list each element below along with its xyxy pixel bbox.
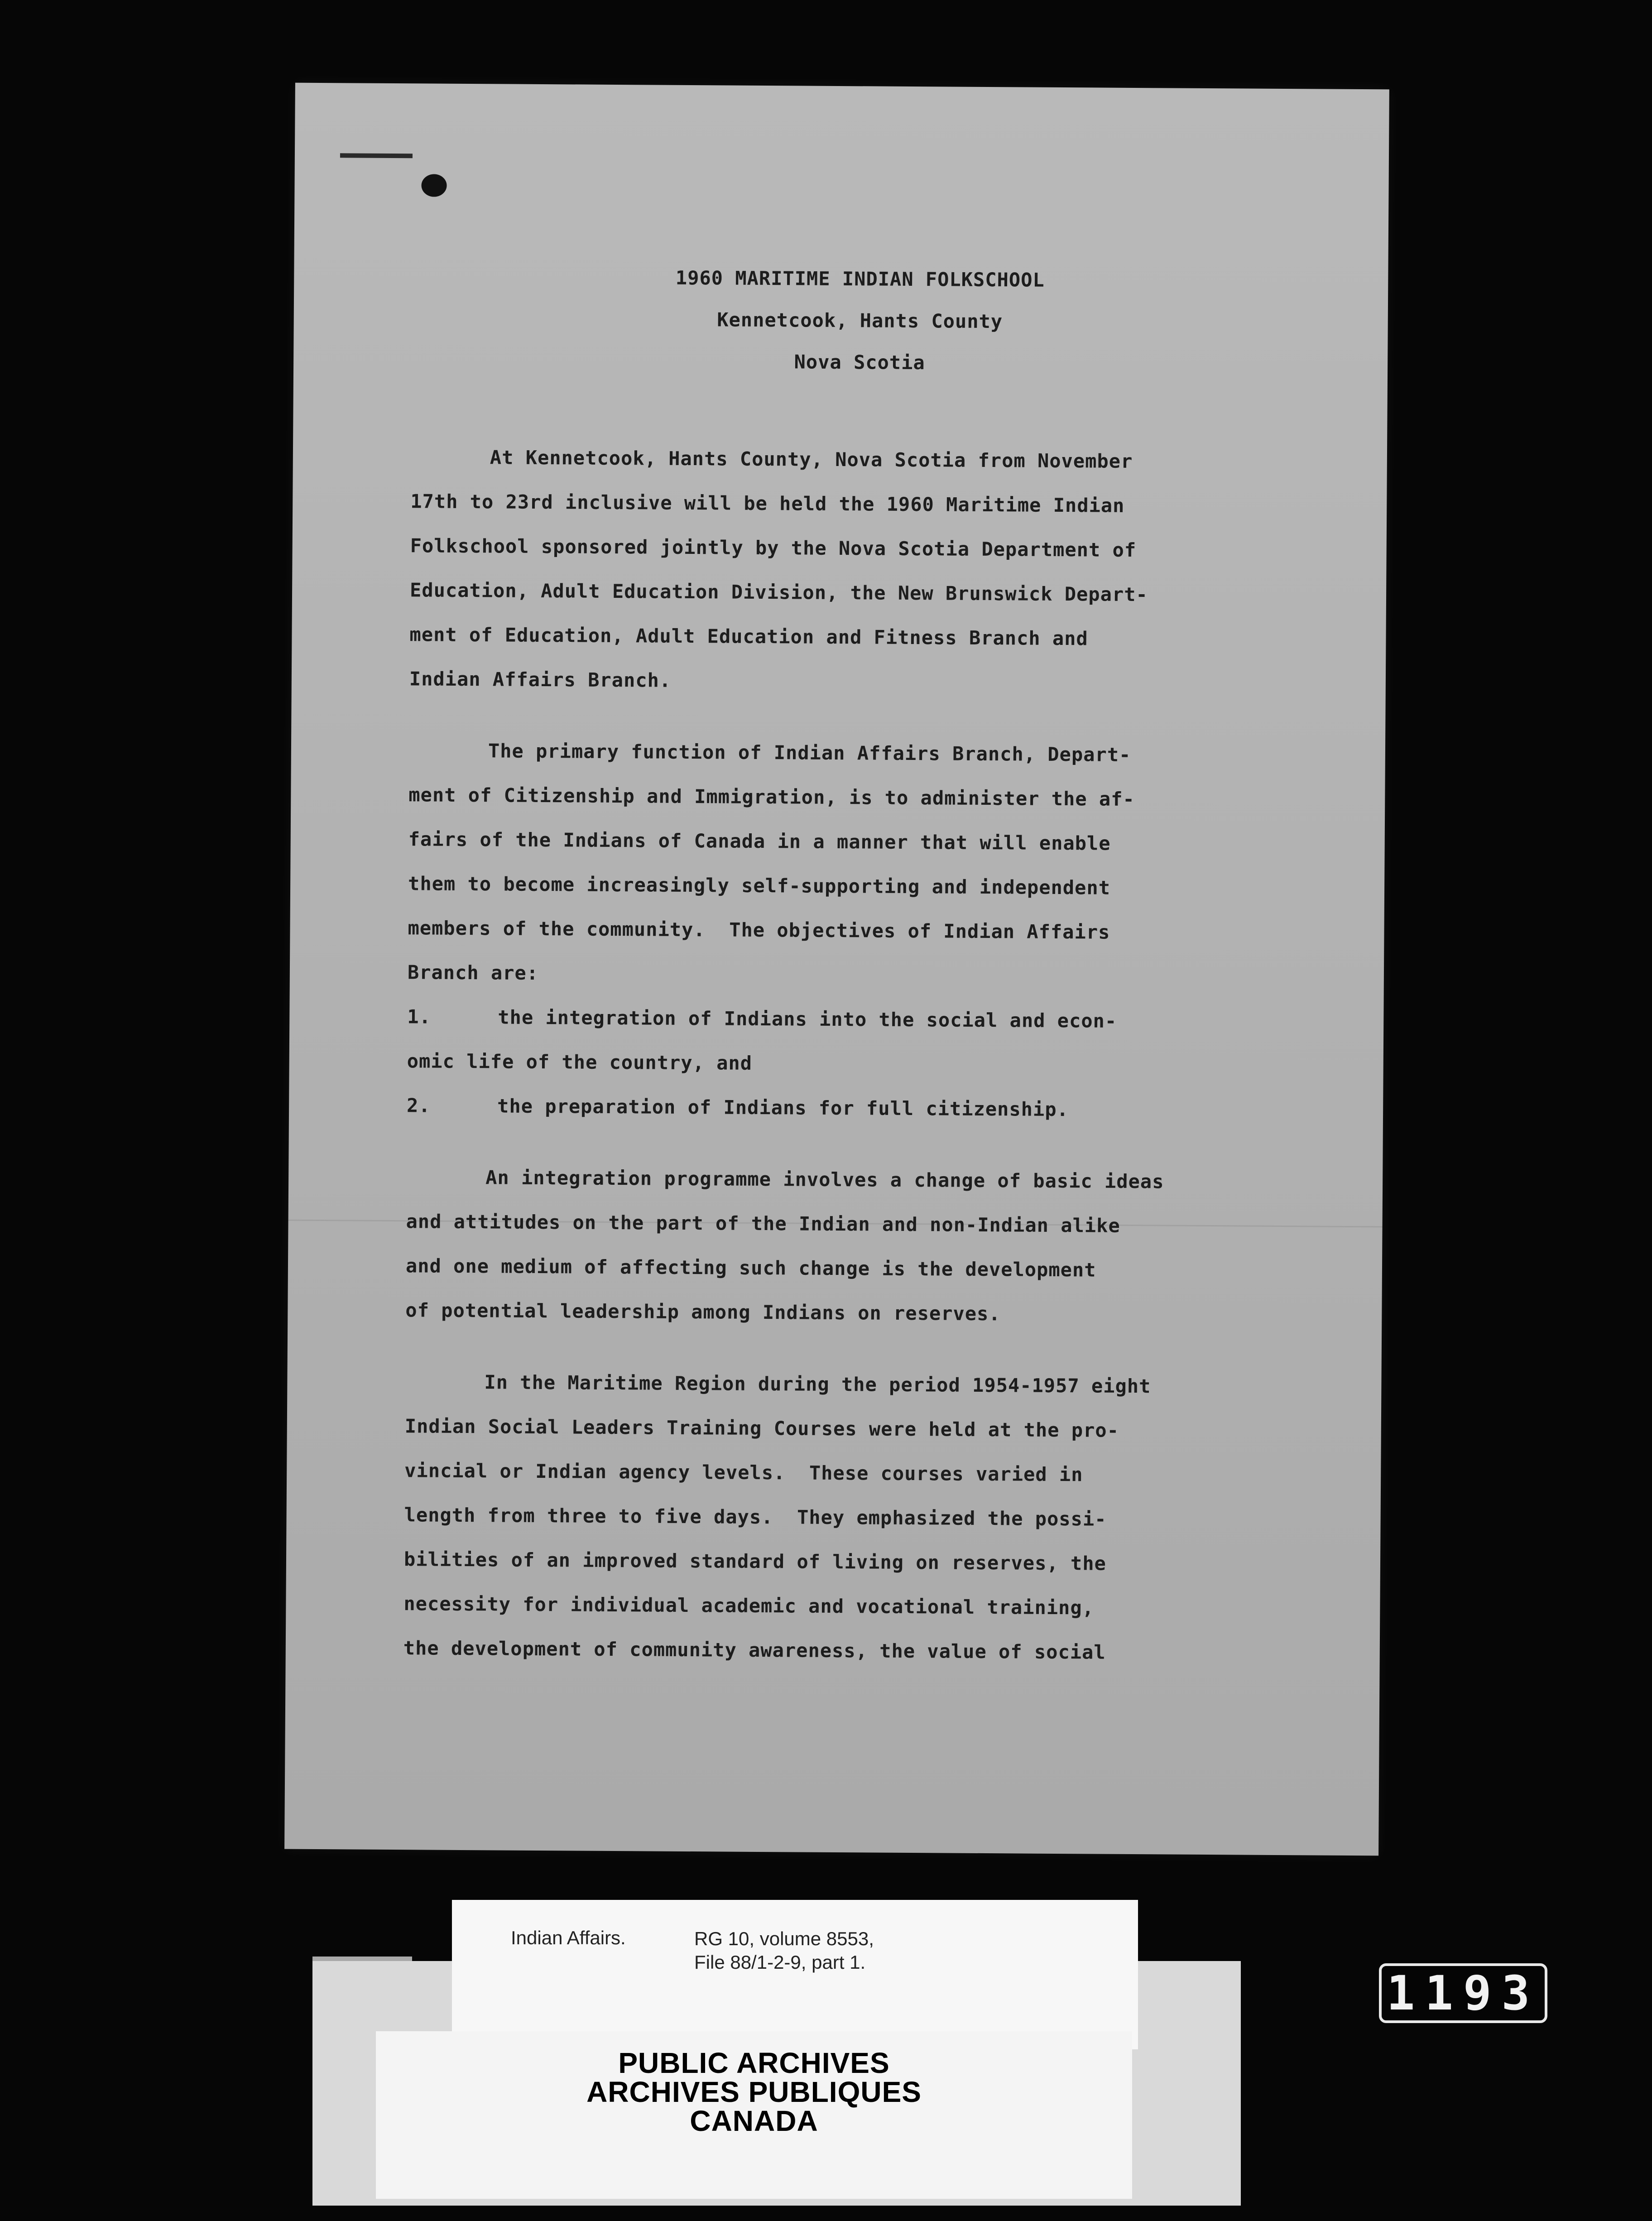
objective-item-2 [407,1083,1268,1133]
reference-file: File 88/1-2-9, part 1. [694,1952,866,1973]
list-text: the integration of Indians into the social and econ- [498,1006,1117,1032]
heading-province: Nova Scotia [794,351,925,374]
text-line: them to become increasingly self-supporting and independent [408,872,1111,899]
text-line: of potential leadership among Indians on reserves. [405,1299,1001,1325]
stamp-line-english: PUBLIC ARCHIVES [618,2047,890,2079]
objective-item-1 [407,995,1268,1044]
text-line: fairs of the Indians of Canada in a manner that will enable [408,828,1111,855]
text-line: length from three to five days. They emphasized the possi- [404,1504,1107,1530]
heading-title: 1960 MARITIME INDIAN FOLKSCHOOL [675,266,1045,291]
text-line: Branch are: [407,961,539,984]
text-line: An integration programme involves a change of basic ideas [485,1166,1164,1193]
heading-location: Kennetcook, Hants County [717,308,1003,333]
agency-label: Indian Affairs. [511,1927,626,1948]
text-line: and one medium of affecting such change is the development [405,1255,1096,1281]
text-line: In the Maritime Region during the period 1954-1957 eight [484,1371,1151,1398]
text-line: necessity for individual academic and vocational training, [403,1592,1095,1619]
text-line: members of the community. The objectives of Indian Affairs [408,917,1110,943]
text-line: Indian Social Leaders Training Courses were held at the pro- [404,1415,1119,1442]
text-line: bilities of an improved standard of living on reserves, the [403,1548,1107,1575]
text-line: and attitudes on the part of the Indian and non-Indian alike [406,1210,1120,1237]
typed-document-page [284,83,1389,1856]
reference-volume: RG 10, volume 8553, [694,1928,874,1949]
archive-reference [694,1927,874,1974]
text-line: 17th to 23rd inclusive will be held the 1960 Maritime Indian [410,490,1125,517]
text-line: At Kennetcook, Hants County, Nova Scotia from November [490,446,1133,472]
text-line: Education, Adult Education Division, the New Brunswick Depart- [409,579,1148,606]
text-line: Indian Affairs Branch. [409,668,672,692]
list-text: the preparation of Indians for full citizenship. [497,1095,1069,1121]
paragraph-function [407,728,1269,1133]
text-line: vincial or Indian agency levels. These courses varied in [404,1459,1083,1486]
list-number: 1. [407,1005,432,1028]
text-line: ment of Citizenship and Immigration, is to administer the af- [408,784,1135,811]
text-line: the development of community awareness, the value of social [403,1637,1106,1663]
archives-stamp [376,2031,1132,2199]
pen-mark [340,153,413,158]
objective-item-1-continued: omic life of the country, and [407,1050,753,1074]
text-line: The primary function of Indian Affairs Branch, Depart- [488,740,1131,766]
stamp-line-french: ARCHIVES PUBLIQUES [586,2076,922,2108]
archive-reference-card [452,1900,1138,2049]
paragraph-maritime-region [403,1360,1266,1676]
text-line: Folkschool sponsored jointly by the Nova Scotia Department of [410,534,1137,562]
document-heading [447,256,1273,386]
text-line: ment of Education, Adult Education and Fitness Branch and [409,623,1088,650]
paragraph-integration [405,1155,1267,1338]
stamp-line-country: CANADA [690,2105,818,2137]
document-body [403,255,1273,1676]
list-number: 2. [406,1094,431,1117]
punch-hole-mark [421,174,447,197]
paragraph-intro [409,435,1272,707]
frame-number: 1193 [1379,1963,1547,2023]
